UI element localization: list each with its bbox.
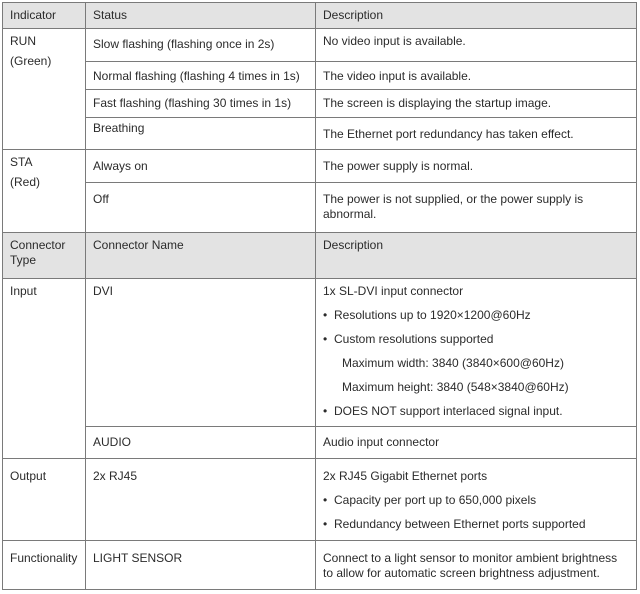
description-header: Description xyxy=(316,3,637,29)
functionality-type-cell: Functionality xyxy=(3,541,86,590)
output-bullet: • Redundancy between Ethernet ports supported xyxy=(323,517,629,532)
spec-table xyxy=(2,2,637,590)
dvi-bullet: • Custom resolutions supported xyxy=(323,332,629,347)
dvi-bullet: • DOES NOT support interlaced signal input. xyxy=(323,404,629,419)
dvi-sub-item: Maximum width: 3840 (3840×600@60Hz) xyxy=(342,356,564,370)
run-description-cell: The screen is displaying the startup image. xyxy=(316,90,637,118)
connector-type-header-line: Type xyxy=(10,253,37,267)
dvi-bullet: • Resolutions up to 1920×1200@60Hz xyxy=(323,308,629,323)
table-row xyxy=(3,279,637,427)
sta-indicator-color: (Red) xyxy=(10,175,41,189)
run-status-cell: Breathing xyxy=(86,118,316,150)
run-indicator-name: RUN xyxy=(10,34,36,48)
connector-header-row xyxy=(3,233,637,279)
run-description-cell: No video input is available. xyxy=(316,29,637,62)
run-indicator-color: (Green) xyxy=(10,54,52,68)
sta-description-line: abnormal. xyxy=(323,207,377,221)
sta-status-cell: Always on xyxy=(86,150,316,183)
table-row xyxy=(3,427,637,459)
status-header: Status xyxy=(86,3,316,29)
sta-indicator-name: STA xyxy=(10,155,33,169)
table-row xyxy=(3,90,637,118)
output-title: 2x RJ45 Gigabit Ethernet ports xyxy=(323,469,488,483)
light-sensor-name-cell: LIGHT SENSOR xyxy=(86,541,316,590)
output-type-cell: Output xyxy=(3,459,86,541)
light-sensor-description-line: to allow for automatic screen brightness adjustment. xyxy=(323,566,600,580)
sta-indicator-cell xyxy=(3,150,86,233)
table-row xyxy=(3,62,637,90)
table-row xyxy=(3,459,637,541)
run-status-cell: Fast flashing (flashing 30 times in 1s) xyxy=(86,90,316,118)
indicator-header: Indicator xyxy=(3,3,86,29)
connector-description-header: Description xyxy=(316,233,637,279)
sta-description-line: The power is not supplied, or the power supply is xyxy=(323,192,584,206)
connector-type-header xyxy=(3,233,86,279)
light-sensor-description-cell xyxy=(316,541,637,590)
sta-description-cell xyxy=(316,183,637,233)
table-row xyxy=(3,541,637,590)
output-description-cell xyxy=(316,459,637,541)
run-description-cell: The video input is available. xyxy=(316,62,637,90)
output-name-cell: 2x RJ45 xyxy=(86,459,316,541)
dvi-title: 1x SL-DVI input connector xyxy=(323,284,464,298)
connector-type-header-line: Connector xyxy=(10,238,66,252)
dvi-sub-item: Maximum height: 3840 (548×3840@60Hz) xyxy=(342,380,569,394)
table-row xyxy=(3,29,637,62)
dvi-description-cell xyxy=(316,279,637,427)
sta-status-cell: Off xyxy=(86,183,316,233)
sta-description-cell: The power supply is normal. xyxy=(316,150,637,183)
table-row xyxy=(3,118,637,150)
indicator-header-row xyxy=(3,3,637,29)
run-status-cell: Normal flashing (flashing 4 times in 1s) xyxy=(86,62,316,90)
run-status-cell: Slow flashing (flashing once in 2s) xyxy=(86,29,316,62)
table-row xyxy=(3,183,637,233)
table-row xyxy=(3,150,637,183)
input-type-cell: Input xyxy=(3,279,86,459)
connector-name-header: Connector Name xyxy=(86,233,316,279)
run-indicator-cell xyxy=(3,29,86,150)
light-sensor-description-line: Connect to a light sensor to monitor ambient brightness xyxy=(323,551,618,565)
output-bullet: • Capacity per port up to 650,000 pixels xyxy=(323,493,629,508)
audio-name-cell: AUDIO xyxy=(86,427,316,459)
run-description-cell: The Ethernet port redundancy has taken effect. xyxy=(316,118,637,150)
audio-description-cell: Audio input connector xyxy=(316,427,637,459)
dvi-name-cell: DVI xyxy=(86,279,316,427)
